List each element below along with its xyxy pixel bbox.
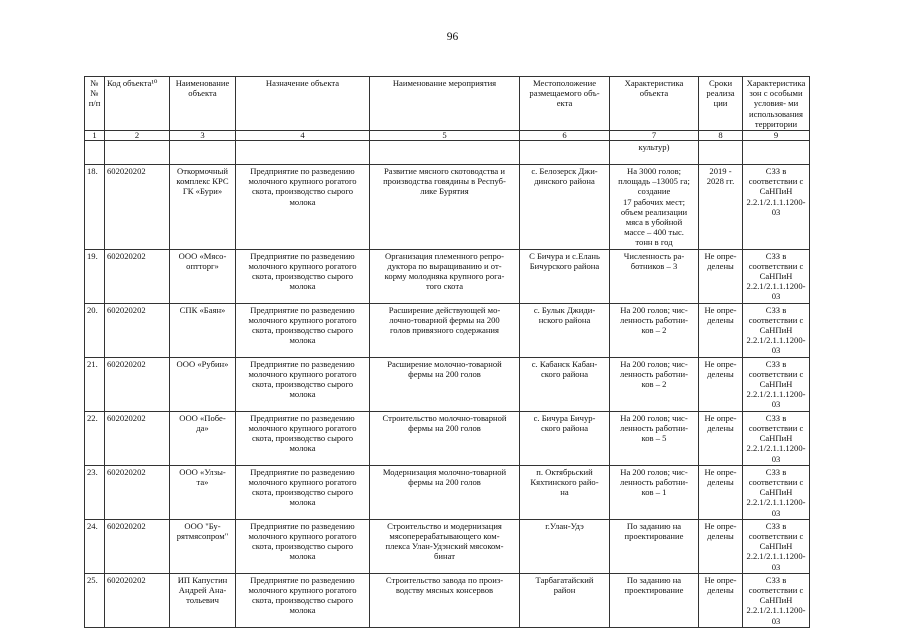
header-code: Код объекта¹⁰ [105, 77, 170, 131]
implementation-terms: Не опре- делены [699, 519, 743, 573]
object-characteristic: На 200 голов; чис- ленность работни- ков – 2 [610, 357, 699, 411]
table-row [85, 411, 810, 465]
object-location: Тарбагатайский район [520, 573, 610, 627]
object-code: 602020202 [105, 357, 170, 411]
column-number: 6 [520, 131, 610, 141]
object-characteristic: На 200 голов; чис- ленность работни- ков – 1 [610, 465, 699, 519]
measure-name: Строительство молочно-товарной фермы на 200 голов [370, 411, 520, 465]
object-purpose: Предприятие по разведению молочного крупного рогатого скота, производство сырого молока [236, 165, 370, 250]
row-number: 21. [85, 357, 105, 411]
objects-table [84, 76, 810, 628]
implementation-terms: Не опре- делены [699, 411, 743, 465]
object-location: с. Бичура Бичур- ского района [520, 411, 610, 465]
column-number-row [85, 131, 810, 141]
table-row [85, 519, 810, 573]
special-zones: СЗЗ в соответствии с СаНПиН 2.2.1/2.1.1.1200-03 [743, 165, 810, 250]
row-number: 22. [85, 411, 105, 465]
object-name: ООО «Мясо- оптторг» [170, 249, 236, 303]
continuation-text: культур) [610, 141, 699, 165]
object-characteristic: На 200 голов; чис- ленность работни- ков – 5 [610, 411, 699, 465]
measure-name: Строительство и модернизация мясоперерабатывающего ком- плекса Улан-Удэнский мясоком- бинат [370, 519, 520, 573]
object-name: ИП Капустин Андрей Ана- тольевич [170, 573, 236, 627]
measure-name: Расширение действующей мо- лочно-товарной фермы на 200 голов привязного содержания [370, 303, 520, 357]
row-number: 23. [85, 465, 105, 519]
page-number: 96 [446, 31, 459, 43]
special-zones: СЗЗ в соответствии с СаНПиН 2.2.1/2.1.1.1200-03 [743, 519, 810, 573]
object-location: с. Кабанск Кабан- ского района [520, 357, 610, 411]
object-location: с. Белозерск Джи- динского района [520, 165, 610, 250]
object-purpose: Предприятие по разведению молочного крупного рогатого скота, производство сырого молока [236, 411, 370, 465]
special-zones: СЗЗ в соответствии с СаНПиН 2.2.1/2.1.1.1200-03 [743, 303, 810, 357]
object-code: 602020202 [105, 411, 170, 465]
column-number: 7 [610, 131, 699, 141]
object-characteristic: Численность ра- ботников – 3 [610, 249, 699, 303]
object-name: ООО «Побе- да» [170, 411, 236, 465]
object-purpose: Предприятие по разведению молочного крупного рогатого скота, производство сырого молока [236, 573, 370, 627]
header-terms: Сроки реализа ции [699, 77, 743, 131]
header-location: Местоположение размещаемого объ- екта [520, 77, 610, 131]
object-characteristic: По заданию на проектирование [610, 573, 699, 627]
column-number: 4 [236, 131, 370, 141]
header-measure: Наименование мероприятия [370, 77, 520, 131]
implementation-terms: Не опре- делены [699, 249, 743, 303]
row-number: 19. [85, 249, 105, 303]
header-no: № № п/п [85, 77, 105, 131]
measure-name: Модернизация молочно-товарной фермы на 200 голов [370, 465, 520, 519]
object-purpose: Предприятие по разведению молочного крупного рогатого скота, производство сырого молока [236, 303, 370, 357]
column-number: 1 [85, 131, 105, 141]
implementation-terms: Не опре- делены [699, 357, 743, 411]
measure-name: Развитие мясного скотоводства и производства говядины в Респуб- лике Бурятия [370, 165, 520, 250]
object-purpose: Предприятие по разведению молочного крупного рогатого скота, производство сырого молока [236, 465, 370, 519]
object-characteristic: На 200 голов; чис- ленность работни- ков – 2 [610, 303, 699, 357]
special-zones: СЗЗ в соответствии с СаНПиН 2.2.1/2.1.1.1200-03 [743, 411, 810, 465]
implementation-terms: Не опре- делены [699, 303, 743, 357]
object-location: г.Улан-Удэ [520, 519, 610, 573]
object-characteristic: По заданию на проектирование [610, 519, 699, 573]
object-characteristic: На 3000 голов; площадь –13005 га; создание 17 рабочих мест; объем реализации мяса в убойной массе – 400 тыс. тонн в год [610, 165, 699, 250]
table-row [85, 573, 810, 627]
table-row [85, 249, 810, 303]
row-number: 18. [85, 165, 105, 250]
table-row [85, 465, 810, 519]
row-number: 25. [85, 573, 105, 627]
object-name: ООО «Рубин» [170, 357, 236, 411]
table-row [85, 357, 810, 411]
measure-name: Расширение молочно-товарной фермы на 200 голов [370, 357, 520, 411]
object-code: 602020202 [105, 165, 170, 250]
column-number: 9 [743, 131, 810, 141]
object-name: СПК «Баян» [170, 303, 236, 357]
object-code: 602020202 [105, 465, 170, 519]
special-zones: СЗЗ в соответствии с СаНПиН 2.2.1/2.1.1.1200-03 [743, 465, 810, 519]
header-characteristic: Характеристика объекта [610, 77, 699, 131]
row-number: 24. [85, 519, 105, 573]
implementation-terms: Не опре- делены [699, 465, 743, 519]
object-code: 602020202 [105, 573, 170, 627]
header-purpose: Назначение объекта [236, 77, 370, 131]
object-code: 602020202 [105, 249, 170, 303]
object-purpose: Предприятие по разведению молочного крупного рогатого скота, производство сырого молока [236, 249, 370, 303]
column-number: 3 [170, 131, 236, 141]
table-row [85, 165, 810, 250]
continuation-row [85, 141, 810, 165]
object-purpose: Предприятие по разведению молочного крупного рогатого скота, производство сырого молока [236, 357, 370, 411]
column-number: 2 [105, 131, 170, 141]
object-name: ООО "Бу- рятмясопром" [170, 519, 236, 573]
object-location: С Бичура и с.Елань Бичурского района [520, 249, 610, 303]
header-name: Наименование объекта [170, 77, 236, 131]
measure-name: Строительство завода по произ- водству мясных консервов [370, 573, 520, 627]
table-row [85, 303, 810, 357]
object-location: п. Октябрьский Кяхтинского райо- на [520, 465, 610, 519]
row-number: 20. [85, 303, 105, 357]
measure-name: Организация племенного репро- дуктора по выращиванию и от- корму молодняка крупного рога- того скота [370, 249, 520, 303]
header-zones: Характеристика зон с особыми условия- ми использования территории [743, 77, 810, 131]
implementation-terms: Не опре- делены [699, 573, 743, 627]
special-zones: СЗЗ в соответствии с СаНПиН 2.2.1/2.1.1.1200-03 [743, 249, 810, 303]
column-number: 8 [699, 131, 743, 141]
object-name: Откормочный комплекс КРС ГК «Бури» [170, 165, 236, 250]
object-name: ООО «Улзы- та» [170, 465, 236, 519]
object-code: 602020202 [105, 519, 170, 573]
special-zones: СЗЗ в соответствии с СаНПиН 2.2.1/2.1.1.1200-03 [743, 357, 810, 411]
object-code: 602020202 [105, 303, 170, 357]
special-zones: СЗЗ в соответствии с СаНПиН 2.2.1/2.1.1.1200-03 [743, 573, 810, 627]
header-row [85, 77, 810, 131]
column-number: 5 [370, 131, 520, 141]
object-location: с. Булык Джиди- нского района [520, 303, 610, 357]
object-purpose: Предприятие по разведению молочного крупного рогатого скота, производство сырого молока [236, 519, 370, 573]
implementation-terms: 2019 - 2028 гг. [699, 165, 743, 250]
